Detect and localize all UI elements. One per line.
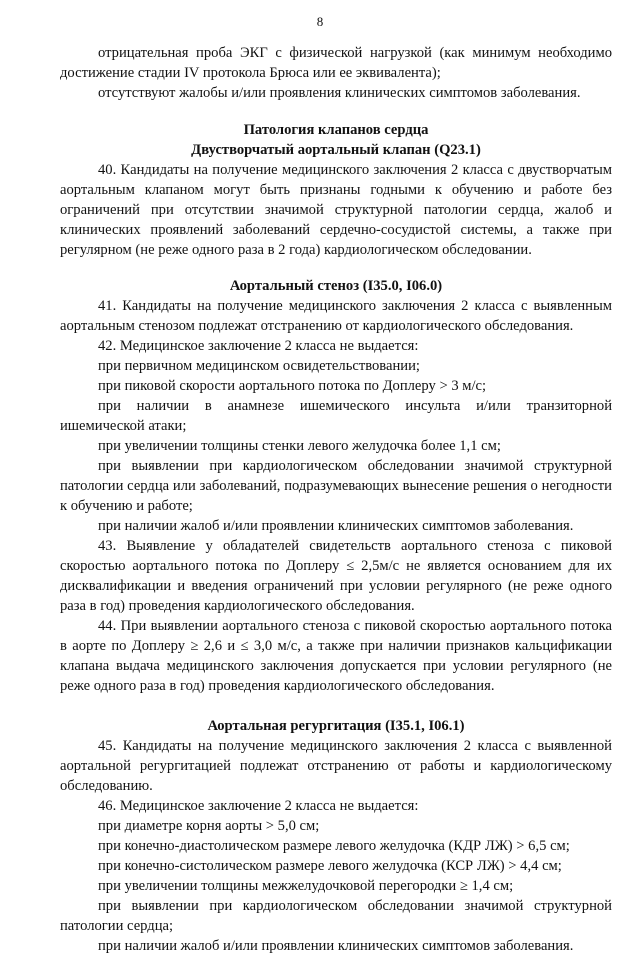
subsection-heading: Аортальная регургитация (I35.1, I06.1) xyxy=(207,718,465,734)
paragraph: 42. Медицинское заключение 2 класса не выдается: xyxy=(98,338,419,354)
subsection-heading: Аортальный стеноз (I35.0, I06.0) xyxy=(229,278,443,294)
list-item: при увеличении толщины стенки левого желудочка более 1,1 см; xyxy=(98,438,501,454)
list-item: при выявлении при кардиологическом обследовании значимой структурной патологии сердца; xyxy=(60,898,612,934)
paragraph: 40. Кандидаты на получение медицинского заключения 2 класса с двустворчатым аортальным клапаном могут быть признаны годными к обучению и работе без ограничений при отсутствии значимой структурной патологии сердца, жалоб и клинических проявлений заболеваний сердечно-сосудистой системы, а также при регулярном (не реже одного раза в 2 года) кардиологическом обследовании. xyxy=(60,162,612,258)
page-number: 8 xyxy=(316,14,324,29)
list-item: при увеличении толщины межжелудочковой перегородки ≥ 1,4 см; xyxy=(98,878,514,894)
list-item: при первичном медицинском освидетельствовании; xyxy=(98,358,420,374)
list-item: при диаметре корня аорты > 5,0 см; xyxy=(98,818,320,834)
paragraph: 45. Кандидаты на получение медицинского заключения 2 класса с выявленной аортальной регургитацией подлежат отстранению от работы и кардиологическому обследованию. xyxy=(60,738,612,794)
document-body xyxy=(60,43,612,956)
list-item: при наличии в анамнезе ишемического инсульта и/или транзиторной ишемической атаки; xyxy=(60,398,612,434)
paragraph: 44. При выявлении аортального стеноза с пиковой скоростью аортального потока в аорте по Доплеру ≥ 2,6 и ≤ 3,0 м/с, а также при наличии признаков кальцификации клапана выдача медицинского заключения допускается при условии регулярного (не реже одного раза в год) проведения кардиологического обследования. xyxy=(60,618,612,694)
paragraph: 43. Выявление у обладателей свидетельств аортального стеноза с пиковой скоростью аортального потока по Доплеру ≤ 2,5м/с не является основанием для их дисквалификации и введения ограничений при условии регулярного (не реже одного раза в год) проведения кардиологического обследования. xyxy=(60,538,612,614)
list-item: при наличии жалоб и/или проявлении клинических симптомов заболевания. xyxy=(98,938,574,954)
subsection-heading: Двустворчатый аортальный клапан (Q23.1) xyxy=(191,142,481,158)
paragraph: 46. Медицинское заключение 2 класса не выдается: xyxy=(98,798,419,814)
paragraph: отрицательная проба ЭКГ с физической нагрузкой (как минимум необходимо достижение стадии IV протокола Брюса или ее эквивалента); xyxy=(60,45,612,81)
list-item: при выявлении при кардиологическом обследовании значимой структурной патологии сердца или заболеваний, подразумевающих вынесение решения о негодности к обучению и работе; xyxy=(60,458,612,514)
list-item: при наличии жалоб и/или проявлении клинических симптомов заболевания. xyxy=(98,518,574,534)
paragraph: 41. Кандидаты на получение медицинского заключения 2 класса с выявленным аортальным стенозом подлежат отстранению от кардиологического обследования. xyxy=(60,298,612,334)
list-item: при пиковой скорости аортального потока по Доплеру > 3 м/с; xyxy=(98,378,487,394)
paragraph: отсутствуют жалобы и/или проявления клинических симптомов заболевания. xyxy=(98,85,581,101)
list-item: при конечно-диастолическом размере левого желудочка (КДР ЛЖ) > 6,5 см; xyxy=(98,838,570,854)
section-heading: Патология клапанов сердца xyxy=(243,122,429,138)
list-item: при конечно-систолическом размере левого желудочка (КСР ЛЖ) > 4,4 см; xyxy=(98,858,562,874)
